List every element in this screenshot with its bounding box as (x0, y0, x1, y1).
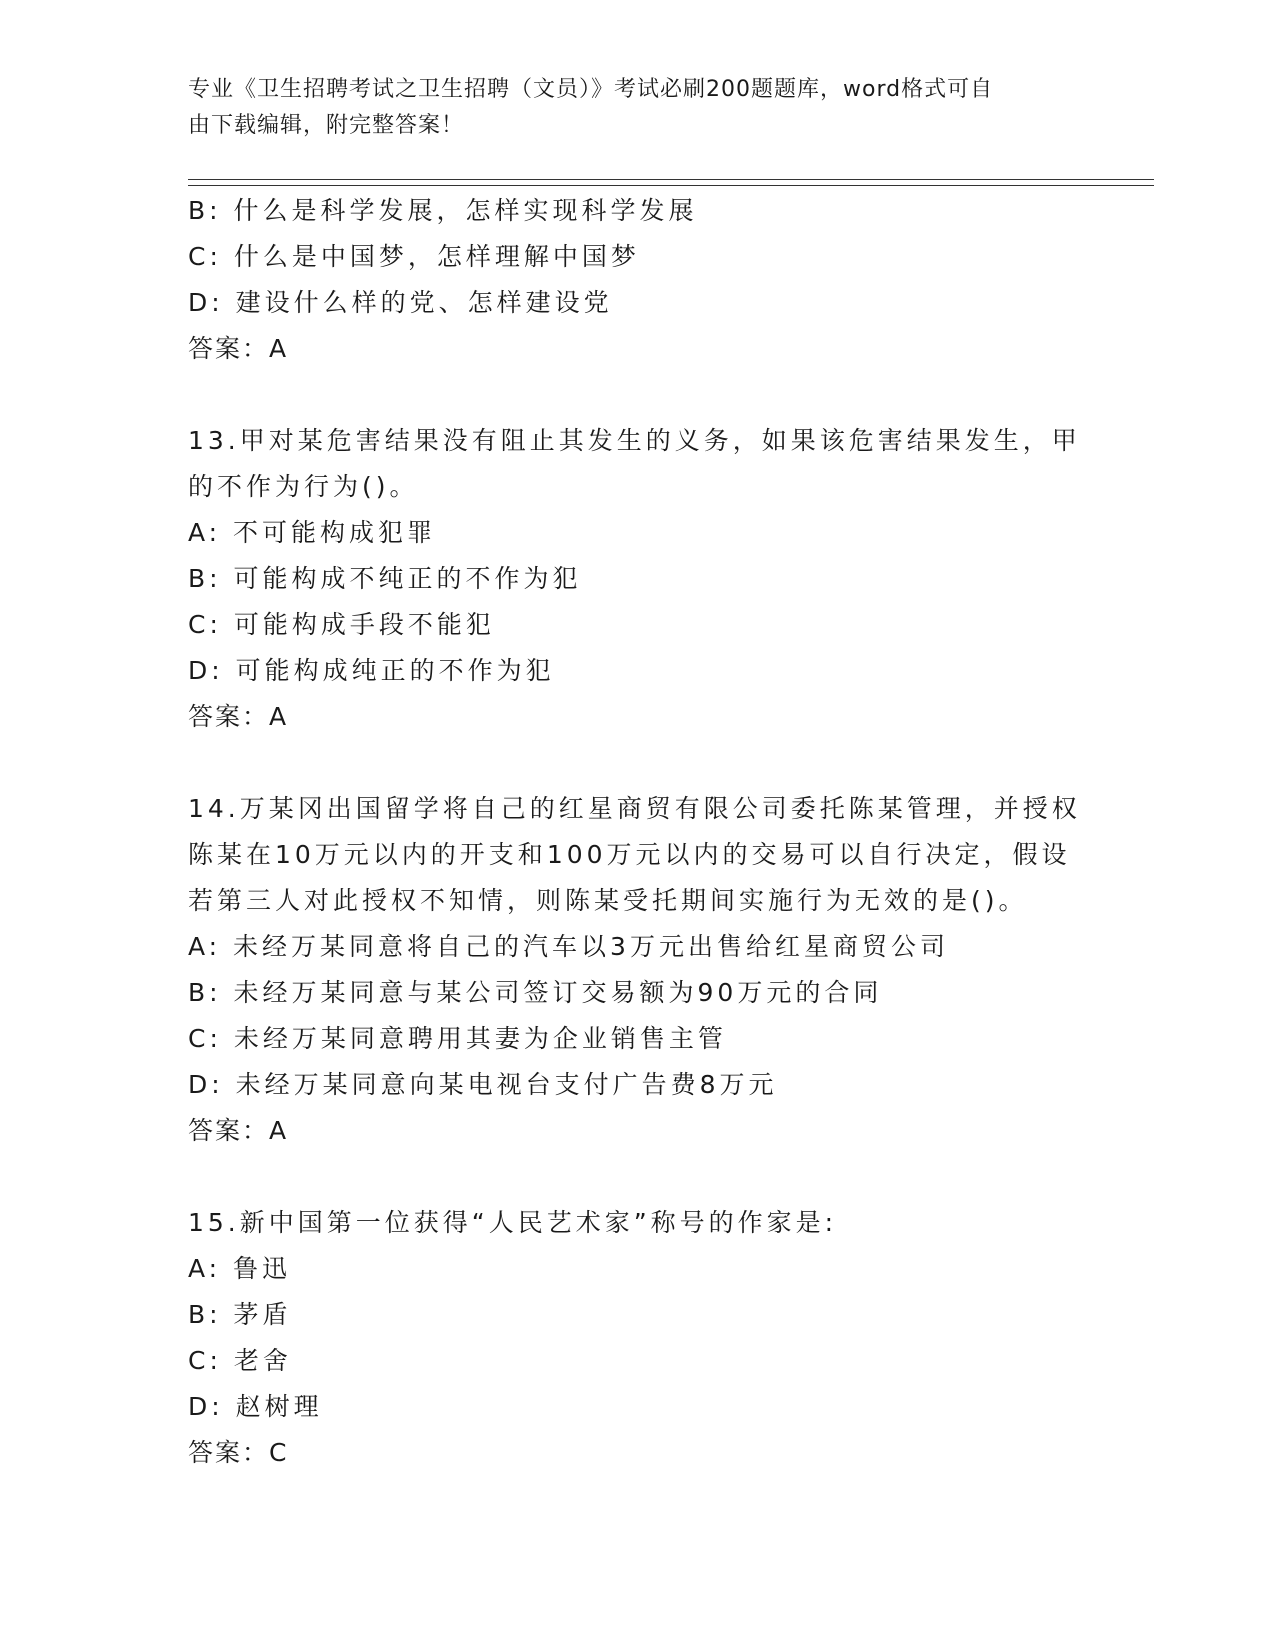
answer-option: D: 赵树理 (188, 1392, 323, 1421)
document-header (188, 72, 1088, 144)
question-block (188, 418, 1088, 740)
question-block (188, 786, 1088, 1154)
answer-option: D: 建设什么样的党、怎样建设党 (188, 288, 613, 317)
answer-option: D: 可能构成纯正的不作为犯 (188, 656, 555, 685)
block-spacer (188, 372, 1088, 418)
question-block (188, 1200, 1088, 1476)
answer-key: 答案：A (188, 1116, 289, 1145)
answer-option: C: 未经万某同意聘用其妻为企业销售主管 (188, 1024, 727, 1053)
question-list (188, 188, 1088, 1476)
question-text: 若第三人对此授权不知情，则陈某受托期间实施行为无效的是()。 (188, 886, 1028, 915)
question-text: 的不作为行为()。 (188, 472, 419, 501)
answer-option: B: 可能构成不纯正的不作为犯 (188, 564, 582, 593)
answer-option: C: 老舍 (188, 1346, 292, 1375)
question-text: 13.甲对某危害结果没有阻止其发生的义务，如果该危害结果发生，甲 (188, 426, 1081, 455)
answer-key: 答案：A (188, 334, 289, 363)
answer-option: C: 什么是中国梦，怎样理解中国梦 (188, 242, 640, 271)
answer-option: B: 什么是科学发展，怎样实现科学发展 (188, 196, 698, 225)
block-spacer (188, 1154, 1088, 1200)
header-line-1: 专业《卫生招聘考试之卫生招聘（文员）》考试必刷200题题库，word格式可自 (188, 77, 994, 102)
question-text: 陈某在10万元以内的开支和100万元以内的交易可以自行决定，假设 (188, 840, 1071, 869)
answer-key: 答案：C (188, 1438, 289, 1467)
header-divider-top (188, 179, 1154, 180)
answer-option: C: 可能构成手段不能犯 (188, 610, 495, 639)
question-text: 14.万某冈出国留学将自己的红星商贸有限公司委托陈某管理，并授权 (188, 794, 1081, 823)
answer-option: B: 未经万某同意与某公司签订交易额为90万元的合同 (188, 978, 883, 1007)
answer-key: 答案：A (188, 702, 289, 731)
answer-option: A: 未经万某同意将自己的汽车以3万元出售给红星商贸公司 (188, 932, 949, 961)
block-spacer (188, 740, 1088, 786)
header-line-2: 由下载编辑，附完整答案！ (188, 113, 465, 138)
answer-option: D: 未经万某同意向某电视台支付广告费8万元 (188, 1070, 778, 1099)
answer-option: A: 不可能构成犯罪 (188, 518, 437, 547)
question-text: 15.新中国第一位获得“人民艺术家”称号的作家是: (188, 1208, 838, 1237)
answer-option: A: 鲁迅 (188, 1254, 292, 1283)
answer-option: B: 茅盾 (188, 1300, 292, 1329)
header-divider-bottom (188, 185, 1154, 186)
question-block (188, 188, 1088, 372)
